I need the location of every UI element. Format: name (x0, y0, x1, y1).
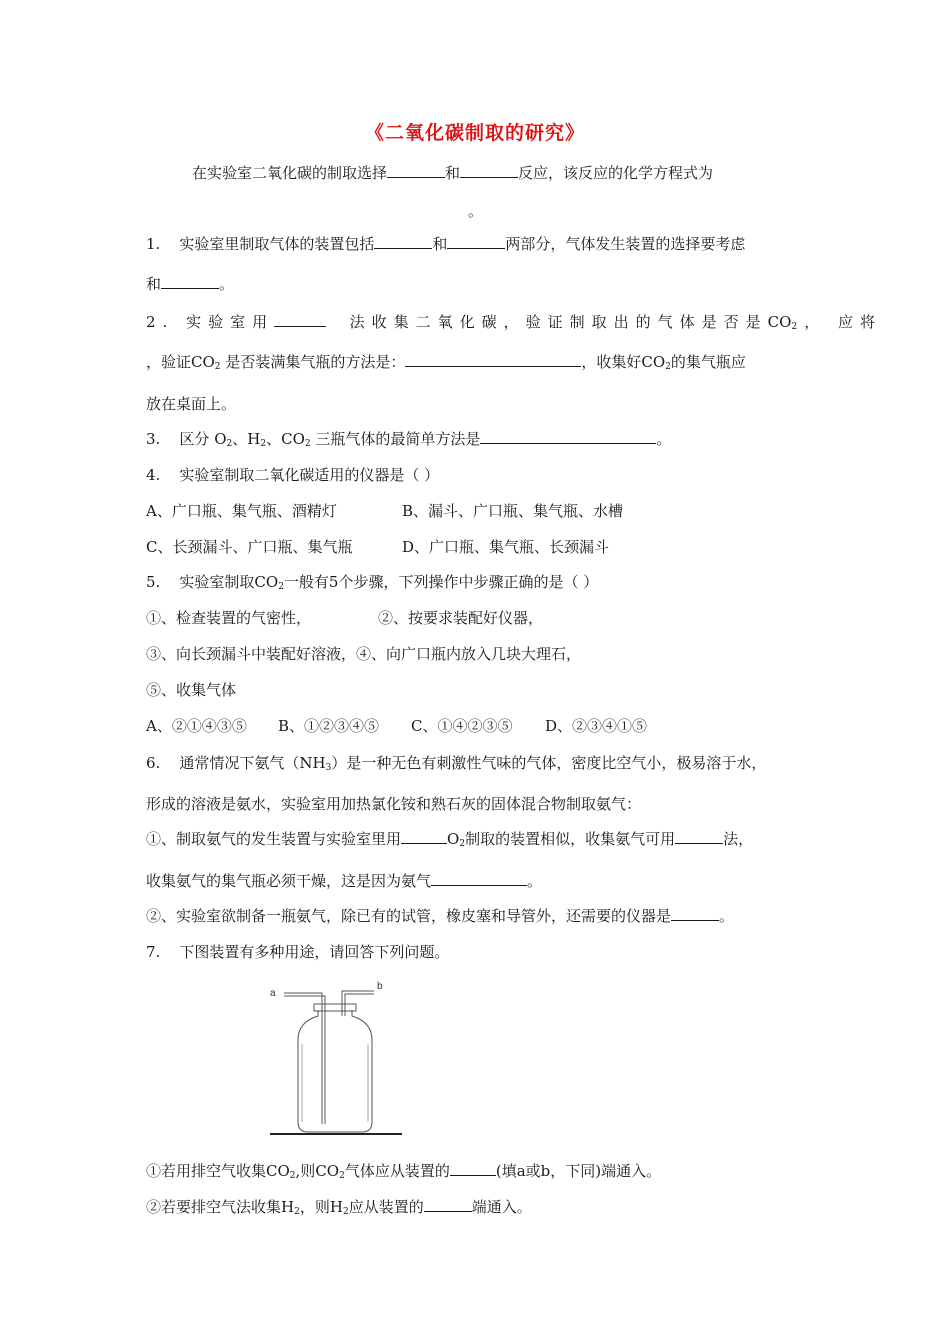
q4-stem-text: 实验室制取二氧化碳适用的仪器是（ ） (179, 466, 440, 484)
q7-part-1: ①若用排空气收集$CO_2$,则$CO_2$气体应从装置的 (填a或b，下同)端通入。 (146, 1162, 662, 1181)
q5-step-5: ⑤、收集气体 (146, 681, 237, 699)
intro-end: 。 (468, 202, 484, 220)
q7-part-2-text-c: 应从装置的 (348, 1198, 424, 1216)
q7-part-1-text-c: 气体应从装置的 (344, 1162, 450, 1180)
intro-text-c: 反应，该反应的化学方程式为 (518, 164, 714, 182)
q6-line-3: ①、制取氨气的发生装置与实验室里用 $O_2$制取的装置相似，收集氨气可用 法， (146, 830, 754, 849)
gas-bottle-diagram (262, 976, 412, 1141)
q5-option-b: B、①②③④⑤ (278, 717, 380, 735)
q4-number: 4. (146, 466, 161, 484)
intro-text-b: 和 (445, 164, 461, 182)
q7-stem-text: 下图装置有多种用途，请回答下列问题。 (179, 943, 450, 961)
q1-text-d: 和 (146, 275, 162, 293)
q6-text-a: 通常情况下氨气（NH (179, 754, 326, 772)
port-label-a: a (270, 988, 276, 999)
q5-stem: 5. 实验室制取$CO_2$一般有5个步骤，下列操作中步骤正确的是（ ） (146, 573, 599, 592)
q5-option-c: C、①④②③⑤ (411, 717, 513, 735)
q7-stem (146, 941, 449, 963)
q2-line-1: 2. 实验室用 法收集二氧化碳，验证制取出的气体是否是$CO_2$， 应将 (146, 313, 882, 332)
q6-number: 6. (146, 754, 161, 772)
q7-blank-2 (424, 1196, 472, 1212)
q6-text-g: 收集氨气的集气瓶必须干燥，这是因为氨气 (146, 872, 432, 890)
q5-number: 5. (146, 573, 161, 591)
port-label-b: b (377, 981, 383, 992)
q3-blank (480, 428, 656, 444)
q6-text-i: ②、实验室欲制备一瓶氨气，除已有的试管，橡皮塞和导管外，还需要的仪器是 (146, 907, 672, 925)
q2-text-a: 实验室用 (186, 313, 275, 331)
intro-blank-1 (387, 162, 445, 178)
q5-step-3-4: ③、向长颈漏斗中装配好溶液，④、向广口瓶内放入几块大理石， (146, 645, 582, 663)
page-title: 《二氧化碳制取的研究》 (364, 122, 585, 144)
q5-option-d: D、②③④①⑤ (545, 717, 648, 735)
q1-blank-1 (374, 233, 432, 249)
q6-text-d: ①、制取氨气的发生装置与实验室里用 (146, 830, 402, 848)
q7-part-2: ②若要排空气法收集$H_2$，则$H_2$应从装置的 端通入。 (146, 1198, 532, 1217)
q6-line-4: 收集氨气的集气瓶必须干燥，这是因为氨气 。 (146, 872, 543, 890)
q2-text-b: 法收集二氧化碳，验证制取出的气体是否是 (349, 313, 768, 331)
q5-option-a: A、②①④③⑤ (146, 717, 247, 735)
q6-line-5: ②、实验室欲制备一瓶氨气，除已有的试管，橡皮塞和导管外，还需要的仪器是 。 (146, 907, 735, 925)
q4-option-b: B、漏斗、广口瓶、集气瓶、水槽 (402, 502, 624, 520)
q2-text-h: 的集气瓶应 (670, 353, 746, 371)
q7-part-2-text-a: ②若要排空气法收集 (146, 1198, 282, 1216)
q1-number: 1. (146, 235, 161, 253)
q5-text-b: 一般有5个步骤，下列操作中步骤正确的是（ ） (283, 573, 599, 591)
q1-text-b: 和 (432, 235, 448, 253)
q4-option-a: A、广口瓶、集气瓶、酒精灯 (146, 502, 337, 520)
q2-number: 2. (146, 313, 175, 331)
q2-text-g: ，收集好 (581, 353, 642, 371)
q7-part-1-text-a: ①若用排空气收集 (146, 1162, 267, 1180)
q6-blank-2 (675, 828, 723, 844)
q3-line: 3. 区分 $O_2$、$H_2$、$CO_2$ 三瓶气体的最简单方法是 。 (146, 430, 672, 449)
q1-line-2 (146, 273, 234, 295)
q3-number: 3. (146, 430, 161, 448)
q6-blank-1 (401, 828, 447, 844)
q6-text-b: ）是一种无色有刺激性气味的气体，密度比空气小，极易溶于水， (331, 754, 767, 772)
q7-blank-1 (450, 1160, 496, 1176)
q6-text-f: 法， (723, 830, 754, 848)
q1-text-e: 。 (219, 275, 235, 293)
q2-text-d: 应将 (837, 313, 882, 331)
q1-text-a: 实验室里制取气体的装置包括 (179, 235, 375, 253)
q1-blank-2 (447, 233, 505, 249)
q4-option-d: D、广口瓶、集气瓶、长颈漏斗 (402, 538, 610, 556)
q6-line-2: 形成的溶液是氨水，实验室用加热氯化铵和熟石灰的固体混合物制取氨气： (146, 795, 642, 813)
intro-line (192, 162, 713, 184)
q2-blank-2 (405, 351, 581, 367)
q2-text-e: ，验证 (146, 353, 192, 371)
q5-text-a: 实验室制取 (179, 573, 255, 591)
intro-text-a: 在实验室二氧化碳的制取选择 (192, 164, 388, 182)
q5-step-2: ②、按要求装配好仪器， (378, 609, 544, 627)
intro-blank-2 (460, 162, 518, 178)
q3-text-b: 三瓶气体的最简单方法是 (315, 430, 481, 448)
q5-step-1: ①、检查装置的气密性， (146, 609, 312, 627)
q2-line-3: 放在桌面上。 (146, 395, 237, 413)
q6-line-1: 6. 通常情况下氨气$(NH_3)$是一种无色有刺激性气味的气体，密度比空气小，极易溶于水， (146, 754, 767, 773)
q3-text-a: 区分 (179, 430, 210, 448)
q2-text-c: ， (804, 313, 827, 331)
q6-blank-4 (671, 905, 719, 921)
q2-line-2: ，验证$CO_2$ 是否装满集气瓶的方法是： ，收集好$CO_2$的集气瓶应 (146, 353, 746, 372)
q1-line-1 (146, 233, 745, 255)
q7-part-2-text-d: 端通入。 (471, 1198, 532, 1216)
q2-text-f: 是否装满集气瓶的方法是： (225, 353, 406, 371)
q6-text-e: 制取的装置相似，收集氨气可用 (465, 830, 676, 848)
q2-co2: CO (767, 313, 792, 331)
q1-blank-3 (161, 273, 219, 289)
q6-blank-3 (431, 870, 527, 886)
q7-part-1-text-d: (填a或b，下同)端通入。 (495, 1162, 662, 1180)
q4-option-c: C、长颈漏斗、广口瓶、集气瓶 (146, 538, 353, 556)
q2-blank-1 (274, 311, 326, 327)
q1-text-c: 两部分，气体发生装置的选择要考虑 (505, 235, 746, 253)
q4-stem (146, 464, 439, 486)
q7-number: 7. (146, 943, 161, 961)
